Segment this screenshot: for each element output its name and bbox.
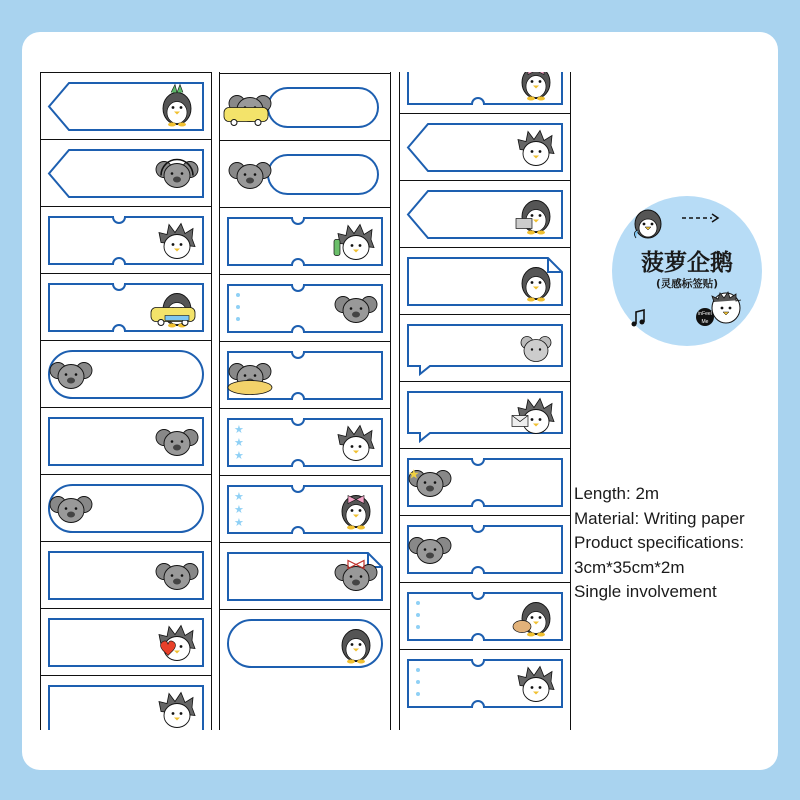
koala-red-bow-sticker-art xyxy=(220,543,390,610)
koala-star-sticker-art xyxy=(400,449,570,516)
svg-text:★: ★ xyxy=(234,423,244,436)
penguin-pink-bow-sticker-art xyxy=(400,72,570,114)
penguin-blue-scarf-sticker-art xyxy=(41,274,211,341)
sticker-label xyxy=(400,72,570,114)
product-specs xyxy=(574,482,784,605)
koala-bags-sticker-art xyxy=(400,516,570,583)
hedgehog-penguin-sticker-art xyxy=(400,650,570,717)
hedgehog-sticker-art xyxy=(41,676,211,730)
sticker-label xyxy=(41,541,211,609)
pineapple-penguin-sticker-art xyxy=(41,73,211,140)
sticker-label xyxy=(400,448,570,516)
koala-hat-sticker-art xyxy=(220,342,390,409)
mouse-sticker-art xyxy=(400,315,570,382)
sticker-label xyxy=(220,140,390,208)
spec-size: 3cm*35cm*2m xyxy=(574,557,685,577)
hedgehog-penguin-sticker-art xyxy=(400,114,570,181)
penguin-sticker-art xyxy=(220,610,390,677)
sticker-label xyxy=(220,274,390,342)
sticker-label xyxy=(41,273,211,341)
sticker-strip-1 xyxy=(40,72,212,730)
koala-reading-sticker-art xyxy=(41,408,211,475)
sticker-label xyxy=(41,474,211,542)
penguin-icon xyxy=(634,210,661,238)
svg-text:★: ★ xyxy=(408,467,420,483)
hedgehog-envelope-sticker-art xyxy=(400,382,570,449)
penguin-bread-sticker-art xyxy=(400,583,570,650)
svg-text:★: ★ xyxy=(234,516,244,529)
hedgehog-donut-sticker-art xyxy=(41,207,211,274)
sticker-label xyxy=(220,207,390,275)
koala-car-sticker-art xyxy=(220,74,390,141)
svg-text:★: ★ xyxy=(234,490,244,503)
sticker-label xyxy=(220,73,390,141)
brand-logo: inFeel Me xyxy=(696,308,714,326)
penguin-pink-bow-sticker-art xyxy=(220,476,390,543)
sticker-label xyxy=(41,675,211,730)
music-note-icon xyxy=(632,310,645,327)
hedgehog-bottle-sticker-art xyxy=(220,208,390,275)
koala-bow-sticker-art xyxy=(41,542,211,609)
sticker-label xyxy=(220,341,390,409)
sticker-label xyxy=(41,608,211,676)
sticker-strip-2 xyxy=(219,72,391,730)
hedgehog-icon xyxy=(712,292,741,323)
hedgehog-heart-sticker-art xyxy=(41,609,211,676)
sticker-label xyxy=(220,475,390,543)
sticker-label xyxy=(41,340,211,408)
koala-fries-sticker-art xyxy=(220,141,390,208)
sticker-label xyxy=(220,609,390,677)
spec-involvement: Single involvement xyxy=(574,582,717,601)
penguin-hedgehog-sticker-art xyxy=(220,409,390,476)
sticker-label xyxy=(400,113,570,181)
koala-sticker-art xyxy=(41,341,211,408)
roll-subtitle: (灵感标签贴) xyxy=(655,278,719,290)
penguin-laptop-sticker-art xyxy=(400,181,570,248)
sticker-label xyxy=(400,515,570,583)
roll-title: 菠萝企鹅 xyxy=(641,250,733,276)
spec-length: Length: 2m xyxy=(574,484,660,503)
sticker-strip-3 xyxy=(399,72,571,730)
sticker-label xyxy=(41,139,211,207)
sticker-label xyxy=(400,381,570,449)
sticker-label xyxy=(400,582,570,650)
tape-roll-label xyxy=(612,196,762,346)
svg-text:★: ★ xyxy=(234,503,244,516)
sticker-label xyxy=(400,180,570,248)
sticker-label xyxy=(400,649,570,717)
sticker-label xyxy=(220,542,390,610)
sticker-label xyxy=(41,407,211,475)
spec-material: Material: Writing paper xyxy=(574,508,745,528)
sticker-label xyxy=(41,72,211,140)
sticker-label xyxy=(41,206,211,274)
svg-text:★: ★ xyxy=(234,449,244,462)
koala-sticker-art xyxy=(220,275,390,342)
spec-heading: Product specifications: xyxy=(574,533,745,552)
sticker-label xyxy=(400,247,570,315)
sticker-label xyxy=(220,408,390,476)
penguin-hood-sticker-art xyxy=(400,248,570,315)
koala-tissue-sticker-art xyxy=(41,475,211,542)
sticker-label xyxy=(400,314,570,382)
headphone-koala-sticker-art xyxy=(41,140,211,207)
svg-text:★: ★ xyxy=(234,436,244,449)
